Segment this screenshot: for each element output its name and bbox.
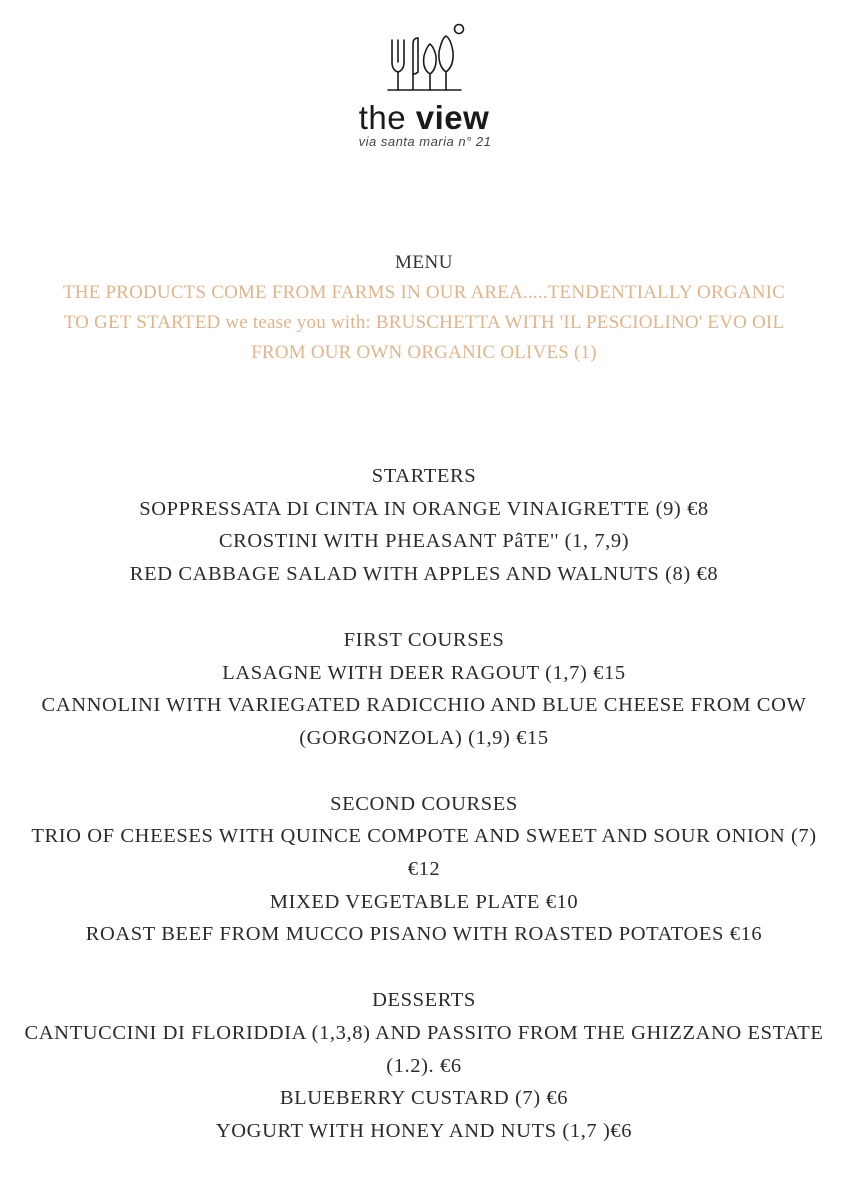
brand-name: [0, 100, 848, 136]
brand-name-light: the: [358, 99, 416, 136]
menu-item: CANNOLINI WITH VARIEGATED RADICCHIO AND BLUE CHEESE FROM COW (GORGONZOLA) (1,9) €15: [41, 694, 807, 749]
intro-line: THE PRODUCTS COME FROM FARMS IN OUR AREA.....TENDENTIALLY ORGANIC: [62, 282, 786, 303]
section-title: FIRST COURSES: [343, 628, 505, 651]
menu-item: SOPPRESSATA DI CINTA IN ORANGE VINAIGRETTE (9) €8: [139, 497, 709, 520]
section-title: SECOND COURSES: [330, 792, 518, 815]
restaurant-address: via santa maria n° 21: [358, 134, 492, 149]
menu-item: CANTUCCINI DI FLORIDDIA (1,3,8) AND PASSITO FROM THE GHIZZANO ESTATE (1.2). €6: [24, 1021, 824, 1077]
brand-name-bold: view: [415, 99, 490, 136]
section-first-courses: [0, 624, 848, 755]
menu-item: ROAST BEEF FROM MUCCO PISANO WITH ROASTED POTATOES €16: [85, 923, 763, 946]
section-title: DESSERTS: [372, 989, 476, 1012]
menu-sections: [0, 460, 848, 1181]
menu-item: LASAGNE WITH DEER RAGOUT (1,7) €15: [222, 661, 626, 684]
menu-intro: [0, 248, 848, 368]
section-starters: [0, 460, 848, 591]
section-title: STARTERS: [371, 465, 477, 487]
restaurant-logo: [0, 22, 848, 149]
cutlery-tree-logo-icon: [379, 22, 469, 96]
menu-item: YOGURT WITH HONEY AND NUTS (1,7 )€6: [215, 1119, 633, 1142]
menu-item: MIXED VEGETABLE PLATE €10: [269, 890, 579, 913]
menu-item: RED CABBAGE SALAD WITH APPLES AND WALNUTS (8) €8: [129, 563, 719, 586]
menu-title: MENU: [395, 252, 453, 273]
menu-item: CROSTINI WITH PHEASANT PâTE'' (1, 7,9): [218, 530, 630, 553]
section-second-courses: [0, 788, 848, 952]
intro-line: FROM OUR OWN ORGANIC OLIVES (1): [251, 342, 597, 363]
menu-item: TRIO OF CHEESES WITH QUINCE COMPOTE AND SWEET AND SOUR ONION (7) €12: [31, 825, 817, 881]
menu-item: BLUEBERRY CUSTARD (7) €6: [279, 1087, 569, 1110]
section-desserts: [0, 984, 848, 1148]
intro-line: TO GET STARTED we tease you with: BRUSCHETTA WITH 'IL PESCIOLINO' EVO OIL: [63, 312, 785, 333]
